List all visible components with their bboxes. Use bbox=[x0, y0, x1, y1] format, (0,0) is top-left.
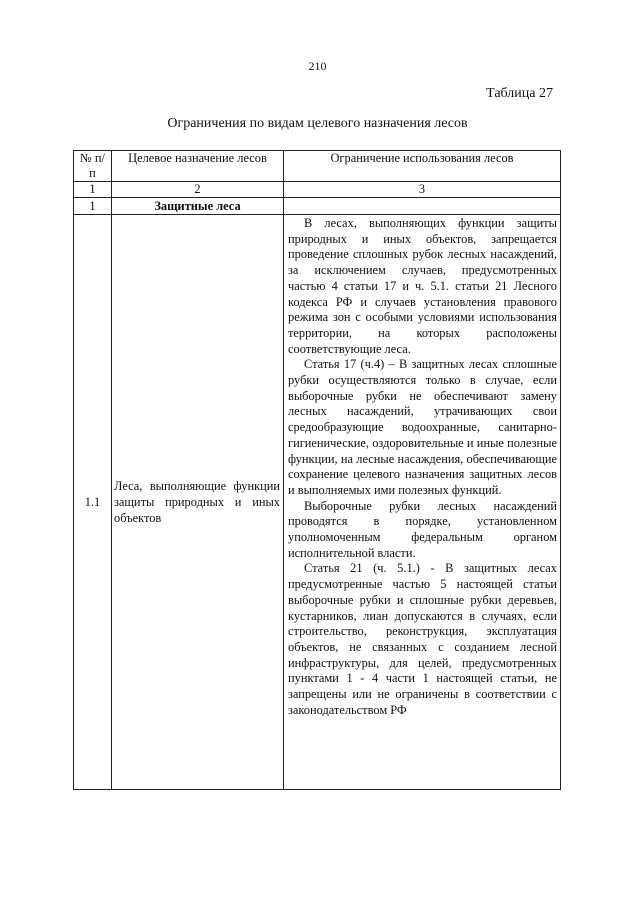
table-row bbox=[74, 215, 561, 790]
restriction-paragraph: Статья 17 (ч.4) – В защитных лесах сплошные рубки осуществляются только в случае, если выборочные рубки не обеспечивают замену лесных насаждений, утрачивающих свои средообразующие водоохранные, санитарно-гигиенические, оздоровительные и иные полезные функции, на лесные насаждения, обеспечивающие сохранение целевого назначения защитных лесов и выполняемых ими полезных функций. bbox=[288, 357, 557, 497]
column-number: 3 bbox=[284, 182, 561, 198]
page-number: 210 bbox=[308, 59, 327, 73]
header-number: № п/п bbox=[74, 151, 112, 182]
section-empty-cell bbox=[284, 198, 561, 215]
row-restrictions bbox=[284, 215, 561, 790]
column-number: 2 bbox=[112, 182, 284, 198]
section-number: 1 bbox=[74, 198, 112, 215]
table-label: Таблица 27 bbox=[486, 86, 553, 101]
restrictions-table bbox=[73, 150, 561, 790]
header-purpose: Целевое назначение лесов bbox=[112, 151, 284, 182]
restriction-paragraph: В лесах, выполняющих функции защиты природных и иных объектов, запрещается проведение сплошных рубок лесных насаждений, за исключением случаев, предусмотренных частью 4 статьи 17 и ч. 5.1. статьи 21 Лесного кодекса РФ и случаев установления правового режима зон с особыми условиями использования территории, на которых расположены соответствующие леса. bbox=[288, 216, 557, 356]
restriction-paragraph: Выборочные рубки лесных насаждений проводятся в порядке, установленном уполномоченным федеральным органом исполнительной власти. bbox=[288, 498, 557, 560]
section-title: Защитные леса bbox=[112, 198, 284, 215]
row-number: 1.1 bbox=[74, 215, 112, 790]
section-row bbox=[74, 198, 561, 215]
document-title: Ограничения по видам целевого назначения лесов bbox=[167, 116, 468, 131]
restriction-paragraph: Статья 21 (ч. 5.1.) - В защитных лесах предусмотренные частью 5 настоящей статьи выборочные рубки и сплошные рубки деревьев, кустарников, лиан допускаются в случаях, если строительство, реконструкция, эксплуатация объектов, не связанных с созданием лесной инфраструктуры, для целей, предусмотренных пунктами 1 - 4 части 1 настоящей статьи, не запрещены или не ограничены в соответствии с законодательством РФ bbox=[288, 561, 557, 717]
table-header-row bbox=[74, 151, 561, 182]
header-restriction: Ограничение использования лесов bbox=[284, 151, 561, 182]
column-number: 1 bbox=[74, 182, 112, 198]
column-number-row bbox=[74, 182, 561, 198]
row-purpose: Леса, выполняющие функции защиты природных и иных объектов bbox=[112, 215, 284, 790]
